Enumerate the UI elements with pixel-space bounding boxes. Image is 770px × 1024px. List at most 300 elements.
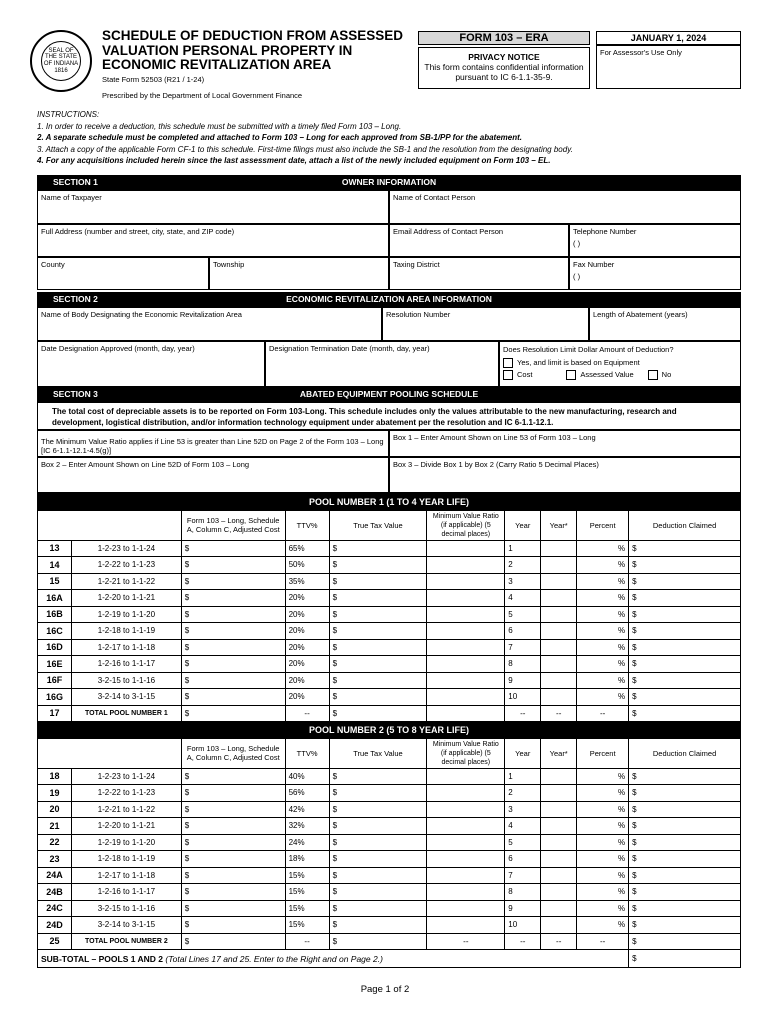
true-tax-value-field[interactable] (329, 834, 427, 851)
deduction-field[interactable] (629, 606, 741, 623)
ttv-percent: 20% (285, 672, 329, 689)
min-value-ratio-field[interactable] (427, 689, 505, 706)
percent-field[interactable] (577, 900, 629, 917)
adjusted-cost-field[interactable] (181, 834, 285, 851)
fax-label: Fax Number (573, 260, 615, 269)
year-star-field[interactable] (541, 590, 577, 607)
min-value-ratio-field[interactable] (427, 834, 505, 851)
email-label: Email Address of Contact Person (393, 227, 504, 236)
deduction-field[interactable] (629, 540, 741, 557)
table-row (38, 672, 741, 689)
true-tax-value-field[interactable] (329, 818, 427, 835)
percent-field[interactable] (577, 818, 629, 835)
dollar-sign: $ (184, 936, 190, 946)
percent-field[interactable] (577, 917, 629, 934)
percent-sign: % (618, 887, 626, 897)
true-tax-value-field[interactable] (329, 801, 427, 818)
mvr-dash: -- (463, 936, 469, 946)
year-star-field[interactable] (541, 573, 577, 590)
year-number: 10 (505, 689, 541, 706)
dollar-sign: $ (632, 609, 637, 619)
line-number: 23 (38, 851, 72, 868)
adjusted-cost-header: Form 103 – Long, Schedule A, Column C, Adjusted Cost (181, 738, 285, 768)
line-number: 16C (38, 623, 72, 640)
taxing-district-field[interactable] (389, 257, 569, 290)
resolution-number-label: Resolution Number (386, 310, 451, 319)
adjusted-cost-field[interactable] (181, 689, 285, 706)
assessed-value-label: Assessed Value (580, 370, 634, 379)
min-value-ratio-field[interactable] (427, 623, 505, 640)
dollar-sign: $ (632, 903, 637, 913)
box-1-label: Box 1 – Enter Amount Shown on Line 53 of Form 103 – Long (393, 433, 596, 442)
year-star-field[interactable] (541, 540, 577, 557)
subtotal-label: SUB-TOTAL – POOLS 1 AND 2 (41, 953, 164, 964)
year-star-field[interactable] (541, 639, 577, 656)
total-row (38, 705, 741, 722)
line-number: 17 (38, 705, 72, 722)
true-tax-value-field[interactable] (329, 867, 427, 884)
year-star-field[interactable] (541, 623, 577, 640)
year-star-field[interactable] (541, 606, 577, 623)
line-number: 22 (38, 834, 72, 851)
line-number: 24D (38, 917, 72, 934)
dollar-sign: $ (332, 788, 338, 798)
dollar-sign: $ (632, 708, 637, 718)
percent-field[interactable] (577, 606, 629, 623)
date-range: 3-2-14 to 3-1-15 (71, 917, 181, 934)
adjusted-cost-field[interactable] (181, 672, 285, 689)
year-star-field[interactable] (541, 557, 577, 574)
date-range: 1-2-19 to 1-1-20 (71, 606, 181, 623)
yes-checkbox[interactable] (503, 358, 513, 368)
ttv-percent: 42% (285, 801, 329, 818)
adjusted-cost-field[interactable] (181, 656, 285, 673)
ttv-percent: 40% (285, 768, 329, 785)
min-value-ratio-field[interactable] (427, 884, 505, 901)
deduction-field[interactable] (629, 590, 741, 607)
min-value-ratio-field[interactable] (427, 606, 505, 623)
table-row (38, 867, 741, 884)
line-number: 16F (38, 672, 72, 689)
pool1-title: POOL NUMBER 1 (1 TO 4 YEAR LIFE) (38, 494, 741, 511)
true-tax-value-field[interactable] (329, 689, 427, 706)
adjusted-cost-field[interactable] (181, 606, 285, 623)
table-row (38, 834, 741, 851)
dollar-sign: $ (184, 543, 190, 553)
mvr-cell (427, 705, 505, 722)
section-1-header (37, 175, 741, 190)
dollar-sign: $ (632, 854, 637, 864)
ttv-percent: 15% (285, 867, 329, 884)
deduction-field[interactable] (629, 623, 741, 640)
cost-checkbox[interactable] (503, 370, 513, 380)
line-number: 16D (38, 639, 72, 656)
true-tax-value-field[interactable] (329, 900, 427, 917)
subtotal-amount-field[interactable] (629, 950, 741, 968)
percent-field[interactable] (577, 867, 629, 884)
percent-sign: % (618, 543, 626, 553)
year-star-field[interactable] (541, 689, 577, 706)
ttv-percent: 56% (285, 785, 329, 802)
dollar-sign: $ (184, 708, 190, 718)
ttv-header: TTV% (285, 738, 329, 768)
true-tax-value-field[interactable] (329, 917, 427, 934)
date-range: 3-2-15 to 1-1-16 (71, 672, 181, 689)
dollar-sign: $ (332, 642, 338, 652)
ttv-percent: 65% (285, 540, 329, 557)
deduction-field[interactable] (629, 900, 741, 917)
table-row (38, 606, 741, 623)
assessor-use-box: For Assessor's Use Only (596, 45, 741, 89)
adjusted-cost-field[interactable] (181, 639, 285, 656)
line-number: 21 (38, 818, 72, 835)
min-value-ratio-field[interactable] (427, 917, 505, 934)
total-adjusted-cost-field[interactable] (181, 705, 285, 722)
date-range: 1-2-17 to 1-1-18 (71, 639, 181, 656)
dollar-sign: $ (184, 576, 190, 586)
deduction-field[interactable] (629, 573, 741, 590)
ttv-percent: 35% (285, 573, 329, 590)
dollar-sign: $ (184, 821, 190, 831)
adjusted-cost-field[interactable] (181, 867, 285, 884)
date-range: 1-2-22 to 1-1-23 (71, 785, 181, 802)
percent-field[interactable] (577, 639, 629, 656)
year-star-field[interactable] (541, 785, 577, 802)
adjusted-cost-field[interactable] (181, 917, 285, 934)
ttv-percent: 20% (285, 590, 329, 607)
deduction-field[interactable] (629, 867, 741, 884)
true-tax-value-field[interactable] (329, 768, 427, 785)
min-value-ratio-field[interactable] (427, 639, 505, 656)
min-value-ratio-field[interactable] (427, 540, 505, 557)
percent-field[interactable] (577, 573, 629, 590)
assessed-value-checkbox[interactable] (566, 370, 576, 380)
dollar-sign: $ (332, 560, 338, 570)
dollar-sign: $ (184, 560, 190, 570)
total-adjusted-cost-field[interactable] (181, 933, 285, 950)
fax-field[interactable] (569, 257, 741, 290)
no-checkbox[interactable] (648, 370, 658, 380)
true-tax-value-header: True Tax Value (329, 510, 427, 540)
min-value-ratio-field[interactable] (427, 867, 505, 884)
line-number: 16E (38, 656, 72, 673)
year-number: 9 (505, 672, 541, 689)
dollar-sign: $ (632, 821, 637, 831)
percent-sign: % (618, 692, 626, 702)
table-row (38, 540, 741, 557)
min-value-ratio-field[interactable] (427, 573, 505, 590)
year-number: 8 (505, 884, 541, 901)
dollar-sign: $ (332, 804, 338, 814)
telephone-area-code: ( ) (573, 239, 581, 248)
percent-sign: % (618, 821, 626, 831)
ttv-percent: 18% (285, 851, 329, 868)
percent-dash: -- (577, 933, 629, 950)
full-address-field[interactable] (37, 224, 389, 257)
total-deduction-field[interactable] (629, 705, 741, 722)
deduction-field[interactable] (629, 785, 741, 802)
line-number: 25 (38, 933, 72, 950)
line-number: 16G (38, 689, 72, 706)
deduction-field[interactable] (629, 884, 741, 901)
min-value-ratio-field[interactable] (427, 900, 505, 917)
box-2-label: Box 2 – Enter Amount Shown on Line 52D of Form 103 – Long (41, 460, 250, 469)
percent-field[interactable] (577, 851, 629, 868)
section-2-label: SECTION 2 (53, 294, 98, 304)
email-field[interactable] (389, 224, 569, 257)
abatement-length-field[interactable] (589, 307, 741, 341)
percent-field[interactable] (577, 672, 629, 689)
percent-field[interactable] (577, 768, 629, 785)
min-value-ratio-field[interactable] (427, 818, 505, 835)
year-star-field[interactable] (541, 900, 577, 917)
percent-field[interactable] (577, 884, 629, 901)
year-star-field[interactable] (541, 851, 577, 868)
adjusted-cost-field[interactable] (181, 818, 285, 835)
year-star-field[interactable] (541, 656, 577, 673)
privacy-notice (418, 47, 590, 89)
total-true-tax-value-field[interactable] (329, 933, 427, 950)
dollar-sign: $ (184, 675, 190, 685)
date-range: 3-2-14 to 3-1-15 (71, 689, 181, 706)
ttv-percent: 20% (285, 689, 329, 706)
line-number: 16A (38, 590, 72, 607)
percent-field[interactable] (577, 834, 629, 851)
adjusted-cost-field[interactable] (181, 785, 285, 802)
dollar-sign: $ (184, 837, 190, 847)
percent-field[interactable] (577, 785, 629, 802)
true-tax-value-field[interactable] (329, 540, 427, 557)
instructions (37, 109, 747, 167)
table-row (38, 884, 741, 901)
box-3-field[interactable] (389, 457, 741, 493)
telephone-field[interactable] (569, 224, 741, 257)
line-number: 14 (38, 557, 72, 574)
true-tax-value-field[interactable] (329, 639, 427, 656)
ttv-dash: -- (285, 933, 329, 950)
percent-sign: % (618, 593, 626, 603)
year-number: 3 (505, 573, 541, 590)
table-row (38, 785, 741, 802)
contact-person-field[interactable] (389, 190, 741, 224)
min-value-ratio-field[interactable] (427, 801, 505, 818)
dollar-sign: $ (332, 708, 338, 718)
true-tax-value-field[interactable] (329, 557, 427, 574)
percent-sign: % (618, 642, 626, 652)
no-label: No (661, 370, 672, 379)
min-value-ratio-field[interactable] (427, 557, 505, 574)
date-approved-field[interactable] (37, 341, 265, 387)
min-value-ratio-field[interactable] (427, 656, 505, 673)
abatement-length-label: Length of Abatement (years) (593, 310, 688, 319)
deduction-field[interactable] (629, 768, 741, 785)
dollar-sign: $ (184, 854, 190, 864)
line-number: 24B (38, 884, 72, 901)
designating-body-field[interactable] (37, 307, 382, 341)
taxing-district-label: Taxing District (393, 260, 440, 269)
adjusted-cost-field[interactable] (181, 590, 285, 607)
year-star-field[interactable] (541, 801, 577, 818)
year-dash: -- (505, 933, 541, 950)
min-value-ratio-header: Minimum Value Ratio (if applicable) (5 decimal places) (427, 510, 505, 540)
ttv-percent: 20% (285, 606, 329, 623)
pooling-table (37, 493, 741, 968)
township-field[interactable] (209, 257, 389, 290)
year-star-field[interactable] (541, 834, 577, 851)
box-1-field[interactable] (389, 430, 741, 457)
pool2-header-blank (38, 738, 182, 768)
deduction-field[interactable] (629, 656, 741, 673)
year-number: 3 (505, 801, 541, 818)
pool1-column-headers (38, 510, 741, 540)
deduction-field[interactable] (629, 818, 741, 835)
adjusted-cost-field[interactable] (181, 851, 285, 868)
date-range: 1-2-16 to 1-1-17 (71, 656, 181, 673)
deduction-field[interactable] (629, 801, 741, 818)
section-3-label: SECTION 3 (53, 389, 98, 399)
date-range: 1-2-22 to 1-1-23 (71, 557, 181, 574)
section-1-label: SECTION 1 (53, 177, 98, 187)
percent-sign: % (618, 870, 626, 880)
total-row (38, 933, 741, 950)
dollar-sign: $ (632, 642, 637, 652)
table-row (38, 768, 741, 785)
percent-field[interactable] (577, 540, 629, 557)
ttv-header: TTV% (285, 510, 329, 540)
table-row (38, 818, 741, 835)
year-star-field[interactable] (541, 818, 577, 835)
resolution-number-field[interactable] (382, 307, 589, 341)
min-value-ratio-field[interactable] (427, 851, 505, 868)
percent-sign: % (618, 659, 626, 669)
year-star-field[interactable] (541, 768, 577, 785)
percent-sign: % (618, 854, 626, 864)
percent-sign: % (618, 771, 626, 781)
year-star-field[interactable] (541, 672, 577, 689)
true-tax-value-field[interactable] (329, 884, 427, 901)
true-tax-value-field[interactable] (329, 623, 427, 640)
ttv-percent: 32% (285, 818, 329, 835)
line-number: 19 (38, 785, 72, 802)
dollar-sign: $ (184, 788, 190, 798)
true-tax-value-field[interactable] (329, 573, 427, 590)
ttv-percent: 20% (285, 656, 329, 673)
dollar-sign: $ (632, 936, 637, 946)
dollar-sign: $ (184, 626, 190, 636)
true-tax-value-field[interactable] (329, 656, 427, 673)
date-range: 1-2-23 to 1-1-24 (71, 768, 181, 785)
deduction-field[interactable] (629, 672, 741, 689)
box-2-field[interactable] (37, 457, 389, 493)
state-seal (30, 30, 92, 92)
dollar-sign: $ (332, 576, 338, 586)
county-field[interactable] (37, 257, 209, 290)
percent-field[interactable] (577, 656, 629, 673)
min-value-ratio-field[interactable] (427, 768, 505, 785)
deduction-field[interactable] (629, 834, 741, 851)
percent-field[interactable] (577, 590, 629, 607)
pool2-column-headers (38, 738, 741, 768)
year-star-field[interactable] (541, 917, 577, 934)
seal-text: SEAL OF THE STATE OF INDIANA 1816 (41, 41, 81, 81)
percent-sign: % (618, 609, 626, 619)
termination-date-field[interactable] (265, 341, 499, 387)
line-number: 16B (38, 606, 72, 623)
taxpayer-name-field[interactable] (37, 190, 389, 224)
true-tax-value-field[interactable] (329, 785, 427, 802)
privacy-text: This form contains confidential information pursuant to IC 6-1.1-35-9. (424, 62, 584, 82)
table-row (38, 557, 741, 574)
true-tax-value-field[interactable] (329, 672, 427, 689)
taxpayer-name-label: Name of Taxpayer (41, 193, 102, 202)
adjusted-cost-field[interactable] (181, 557, 285, 574)
township-label: Township (213, 260, 245, 269)
year-star-field[interactable] (541, 867, 577, 884)
min-value-ratio-field[interactable] (427, 785, 505, 802)
dollar-sign: $ (332, 543, 338, 553)
deduction-field[interactable] (629, 851, 741, 868)
total-true-tax-value-field[interactable] (329, 705, 427, 722)
dollar-sign: $ (332, 609, 338, 619)
dollar-sign: $ (184, 642, 190, 652)
ttv-percent: 20% (285, 623, 329, 640)
dollar-sign: $ (632, 692, 637, 702)
subtotal-row (38, 950, 741, 968)
ttv-percent: 15% (285, 917, 329, 934)
adjusted-cost-field[interactable] (181, 900, 285, 917)
adjusted-cost-field[interactable] (181, 573, 285, 590)
date-range: 1-2-21 to 1-1-22 (71, 573, 181, 590)
percent-field[interactable] (577, 801, 629, 818)
dollar-sign: $ (632, 837, 637, 847)
year-star-header: Year* (541, 738, 577, 768)
year-star-field[interactable] (541, 884, 577, 901)
ttv-percent: 20% (285, 639, 329, 656)
contact-person-label: Name of Contact Person (393, 193, 476, 202)
dollar-sign: $ (332, 659, 338, 669)
percent-field[interactable] (577, 623, 629, 640)
deduction-field[interactable] (629, 557, 741, 574)
subtotal-label-cell (38, 950, 629, 968)
percent-header: Percent (577, 738, 629, 768)
state-form-number: State Form 52503 (R21 / 1-24) (102, 75, 205, 84)
true-tax-value-field[interactable] (329, 590, 427, 607)
adjusted-cost-field[interactable] (181, 623, 285, 640)
adjusted-cost-field[interactable] (181, 768, 285, 785)
table-row (38, 656, 741, 673)
adjusted-cost-field[interactable] (181, 540, 285, 557)
form-title: SCHEDULE OF DEDUCTION FROM ASSESSED VALUATION PERSONAL PROPERTY IN ECONOMIC REVITALIZATION AREA (102, 28, 404, 72)
percent-sign: % (618, 788, 626, 798)
dollar-sign: $ (332, 854, 338, 864)
min-value-ratio-field[interactable] (427, 672, 505, 689)
percent-field[interactable] (577, 689, 629, 706)
dollar-sign: $ (332, 771, 338, 781)
deduction-field[interactable] (629, 689, 741, 706)
min-value-ratio-field[interactable] (427, 590, 505, 607)
total-deduction-field[interactable] (629, 933, 741, 950)
adjusted-cost-field[interactable] (181, 884, 285, 901)
deduction-field[interactable] (629, 917, 741, 934)
percent-field[interactable] (577, 557, 629, 574)
ttv-percent: 24% (285, 834, 329, 851)
true-tax-value-field[interactable] (329, 851, 427, 868)
year-number: 2 (505, 557, 541, 574)
deduction-field[interactable] (629, 639, 741, 656)
percent-sign: % (618, 920, 626, 930)
adjusted-cost-field[interactable] (181, 801, 285, 818)
true-tax-value-field[interactable] (329, 606, 427, 623)
